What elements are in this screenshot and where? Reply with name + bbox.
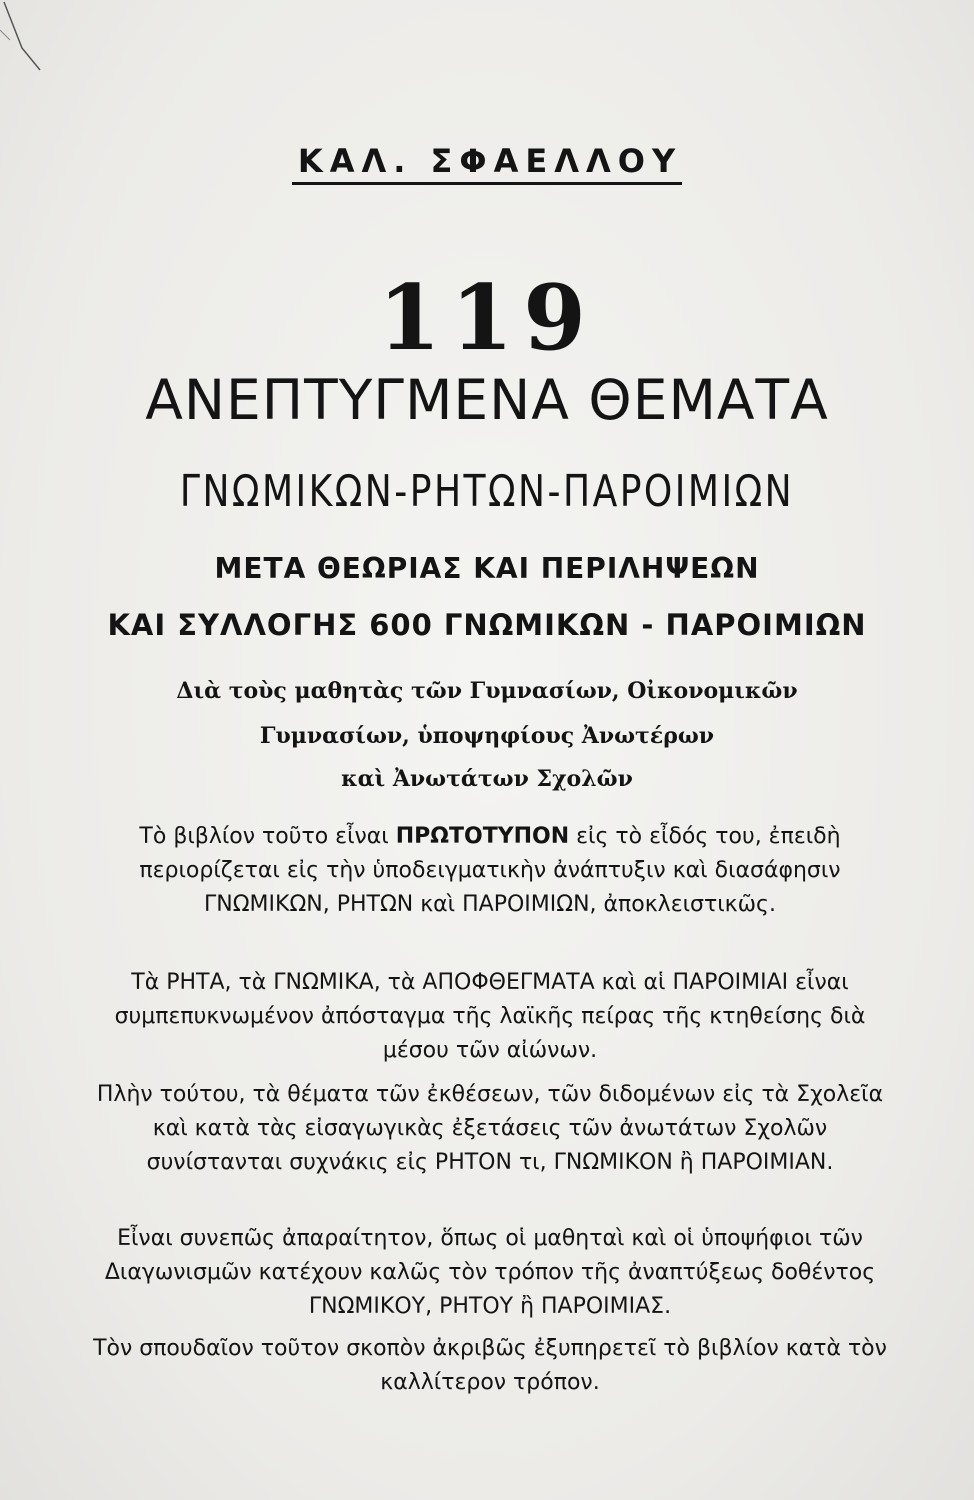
title-line-1: ΑΝΕΠΤΥΓΜΕΝΑ ΘΕΜΑΤΑ	[145, 368, 829, 432]
paragraph-purpose: Τὸν σπουδαῖον τοῦτον σκοπὸν ἀκριβῶς ἐξυπηρετεῖ τὸ βιβλίον κατὰ τὸν καλλίτερον τρόπον.	[93, 1336, 887, 1395]
paragraph-sayings: Τὰ ΡΗΤΑ, τὰ ΓΝΩΜΙΚΑ, τὰ ΑΠΟΦΘΕΓΜΑΤΑ καὶ αἱ ΠΑΡΟΙΜΙΑΙ εἶναι συμπεπυκνωμένον ἀπόσταγμα τῆς λαϊκῆς πείρας τῆς κτηθείσης διὰ μέσου τῶν αἰώνων.	[114, 970, 866, 1063]
paragraph-original-work	[90, 820, 890, 922]
topic-count: 119	[378, 265, 596, 371]
title-line-3: ΜΕΤΑ ΘΕΩΡΙΑΣ ΚΑΙ ΠΕΡΙΛΗΨΕΩΝ	[214, 552, 760, 585]
paper-scratch-mark	[0, 0, 70, 90]
paragraph-necessity: Εἶναι συνεπῶς ἀπαραίτητον, ὅπως οἱ μαθηταὶ καὶ οἱ ὑποψήφιοι τῶν Διαγωνισμῶν κατέχουν καλῶς τὸν τρόπον τῆς ἀναπτύξεως δοθέντος ΓΝΩΜΙΚΟΥ, ΡΗΤΟΥ ἢ ΠΑΡΟΙΜΙΑΣ.	[104, 1226, 876, 1319]
title-line-2: ΓΝΩΜΙΚΩΝ-ΡΗΤΩΝ-ΠΑΡΟΙΜΙΩΝ	[179, 466, 795, 517]
paragraph-exam-topics: Πλὴν τούτου, τὰ θέματα τῶν ἐκθέσεων, τῶν διδομένων εἰς τὰ Σχολεῖα καὶ κατὰ τὰς εἰσαγωγικὰς ἐξετάσεις τῶν ἀνωτάτων Σχολῶν συνίστανται συχνάκις εἰς ΡΗΤΟΝ τι, ΓΝΩΜΙΚΟΝ ἢ ΠΑΡΟΙΜΙΑΝ.	[96, 1082, 884, 1175]
paragraph-1-end: εἰς τὸ εἶδός του, ἐπειδὴ περιορίζεται εἰς τὴν ὑποδειγματικὴν ἀνάπτυξιν καὶ διασάφησιν ΓΝΩΜΙΚΩΝ, ΡΗΤΩΝ καὶ ΠΑΡΟΙΜΙΩΝ, ἀποκλειστικῶς.	[139, 824, 841, 917]
audience-line-2: Γυμνασίων, ὑποψηφίους Ἀνωτέρων	[259, 723, 715, 749]
author-name	[0, 142, 974, 185]
audience-line-3: καὶ Ἀνωτάτων Σχολῶν	[341, 766, 633, 792]
audience-line-1: Διὰ τοὺς μαθητὰς τῶν Γυμνασίων, Οἰκονομικῶν	[176, 678, 798, 704]
paragraph-1-start: Τὸ βιβλίον τοῦτο εἶναι	[139, 824, 396, 849]
title-line-4: ΚΑΙ ΣΥΛΛΟΓΗΣ 600 ΓΝΩΜΙΚΩΝ - ΠΑΡΟΙΜΙΩΝ	[107, 608, 867, 642]
paragraph-1-emphasis: ΠΡΩΤΟΤΥΠΟΝ	[395, 824, 570, 849]
author-name-text: ΚΑΛ. ΣΦΑΕΛΛΟΥ	[292, 142, 682, 185]
